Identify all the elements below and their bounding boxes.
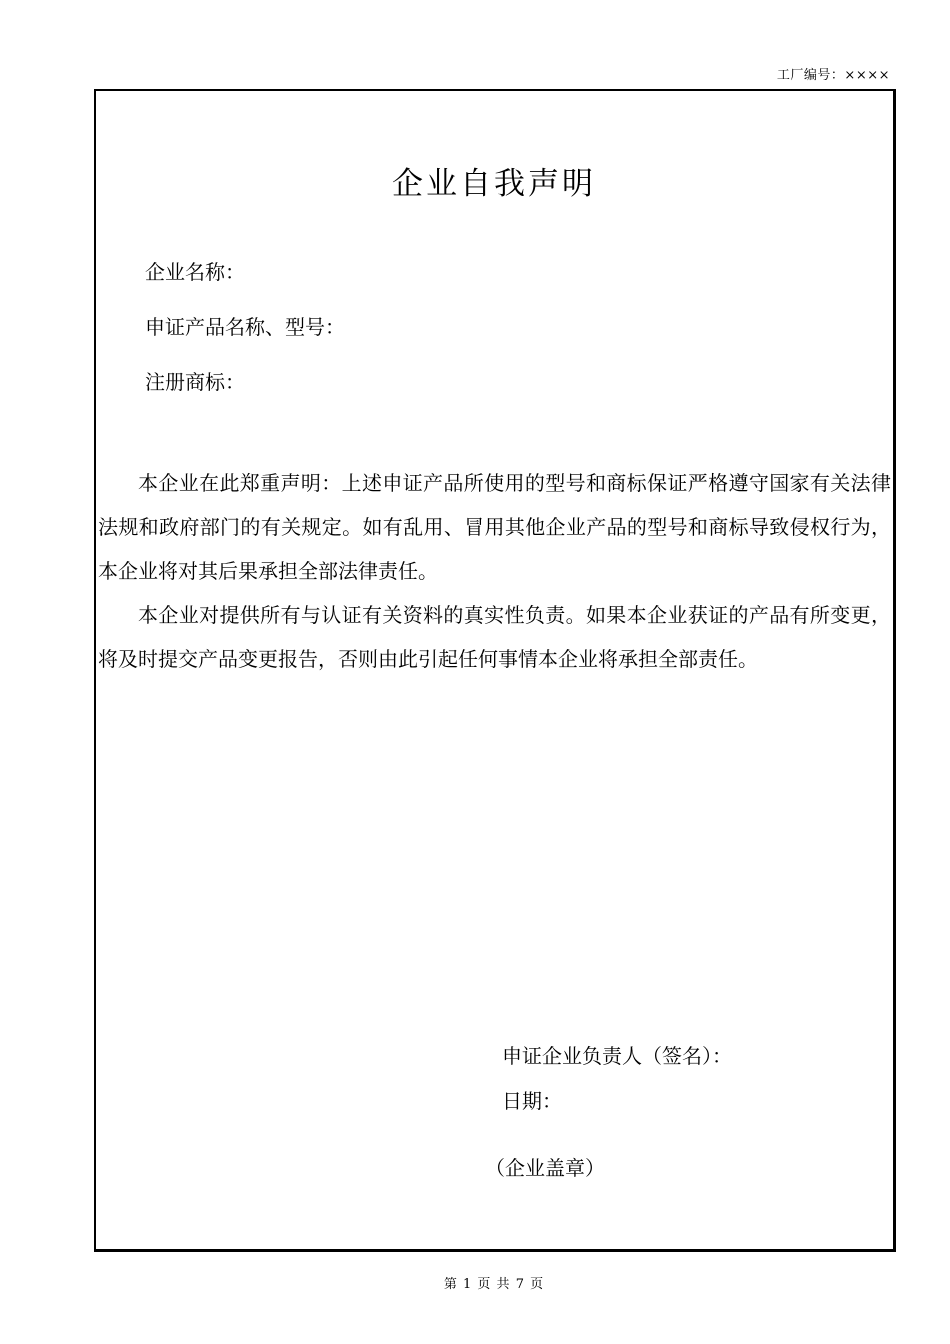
page-number: 第 1 页 共 7 页 [443,1277,545,1292]
product-name-model-field: 申证产品名称、型号： [145,315,345,339]
document-title: 企业自我声明 [392,166,596,202]
company-name-field: 企业名称： [145,260,245,284]
factory-number: 工厂编号：×××× [776,68,890,83]
trademark-field: 注册商标： [145,370,245,394]
company-seal-label: （企业盖章） [485,1156,605,1180]
responsible-person-signature: 申证企业负责人（签名）： [502,1044,732,1068]
signature-date: 日期： [502,1089,562,1113]
declaration-paragraph-2: 本企业对提供所有与认证有关资料的真实性负责。如果本企业获证的产品有所变更，将及时提交产品变更报告，否则由此引起任何事情本企业将承担全部责任。 [98,603,891,671]
declaration-paragraph-1: 本企业在此郑重声明：上述申证产品所使用的型号和商标保证严格遵守国家有关法律法规和政府部门的有关规定。如有乱用、冒用其他企业产品的型号和商标导致侵权行为，本企业将对其后果承担全部法律责任。 [98,471,891,583]
